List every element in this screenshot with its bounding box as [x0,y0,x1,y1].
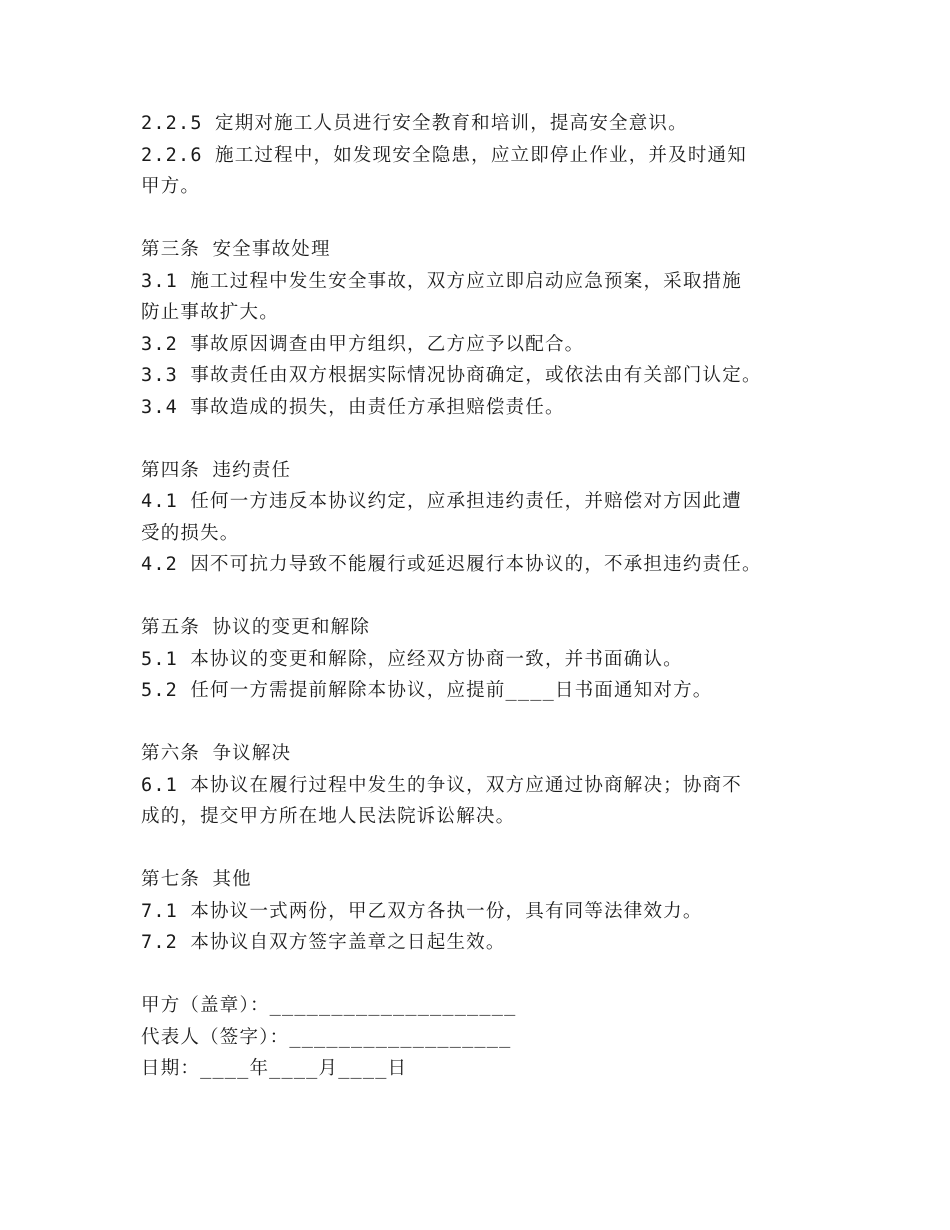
section-4 [141,455,841,581]
section-spacer [141,833,841,865]
section-heading: 第五条 协议的变更和解除 [141,617,371,638]
section-7 [141,864,841,959]
clause-3-3: 3.3 事故责任由双方根据实际情况协商确定，或依法由有关部门认定。 [141,365,762,386]
clause-6-1-line2: 成的，提交甲方所在地人民法院诉讼解决。 [141,806,516,827]
clause-4-1-line2: 受的损失。 [141,522,240,544]
section-spacer [141,581,841,613]
clause-5-2: 5.2 任何一方需提前解除本协议，应提前____日书面通知对方。 [141,680,713,701]
party-a-seal-line: 甲方（盖章）：____________________ [141,995,517,1016]
section-spacer [141,203,841,235]
agreement-page [141,108,841,1085]
section-5 [141,612,841,707]
clause-6-1-line1: 6.1 本协议在履行过程中发生的争议，双方应通过协商解决；协商不 [141,774,742,796]
section-heading: 第六条 争议解决 [141,743,292,764]
clause-2-2-6-line1: 2.2.6 施工过程中，如发现安全隐患，应立即停止作业，并及时通知 [141,144,747,166]
date-line: 日期：____年____月____日 [141,1058,408,1079]
clause-4-2: 4.2 因不可抗力导致不能履行或延迟履行本协议的，不承担违约责任。 [141,554,762,575]
section-2-tail [141,108,841,203]
section-spacer [141,423,841,455]
representative-signature-line: 代表人（签字）：__________________ [141,1026,512,1048]
signature-block [141,990,841,1085]
section-heading: 第四条 违约责任 [141,459,292,481]
clause-3-4: 3.4 事故造成的损失，由责任方承担赔偿责任。 [141,396,565,418]
clause-5-1: 5.1 本协议的变更和解除，应经双方协商一致，并书面确认。 [141,648,683,670]
section-spacer [141,959,841,991]
clause-4-1-line1: 4.1 任何一方违反本协议约定，应承担违约责任，并赔偿对方因此遭 [141,491,742,512]
clause-3-2: 3.2 事故原因调查由甲方组织，乙方应予以配合。 [141,333,585,355]
clause-2-2-5: 2.2.5 定期对施工人员进行安全教育和培训，提高安全意识。 [141,113,688,134]
section-heading: 第七条 其他 [141,869,252,890]
clause-3-1-line2: 防止事故扩大。 [141,302,279,323]
clause-7-1: 7.1 本协议一式两份，甲乙双方各执一份，具有同等法律效力。 [141,900,703,922]
section-3 [141,234,841,423]
clause-7-2: 7.2 本协议自双方签字盖章之日起生效。 [141,932,506,953]
section-spacer [141,707,841,739]
section-6 [141,738,841,833]
section-heading: 第三条 安全事故处理 [141,239,331,260]
clause-3-1-line1: 3.1 施工过程中发生安全事故，双方应立即启动应急预案，采取措施 [141,270,742,292]
clause-2-2-6-line2: 甲方。 [141,176,201,197]
